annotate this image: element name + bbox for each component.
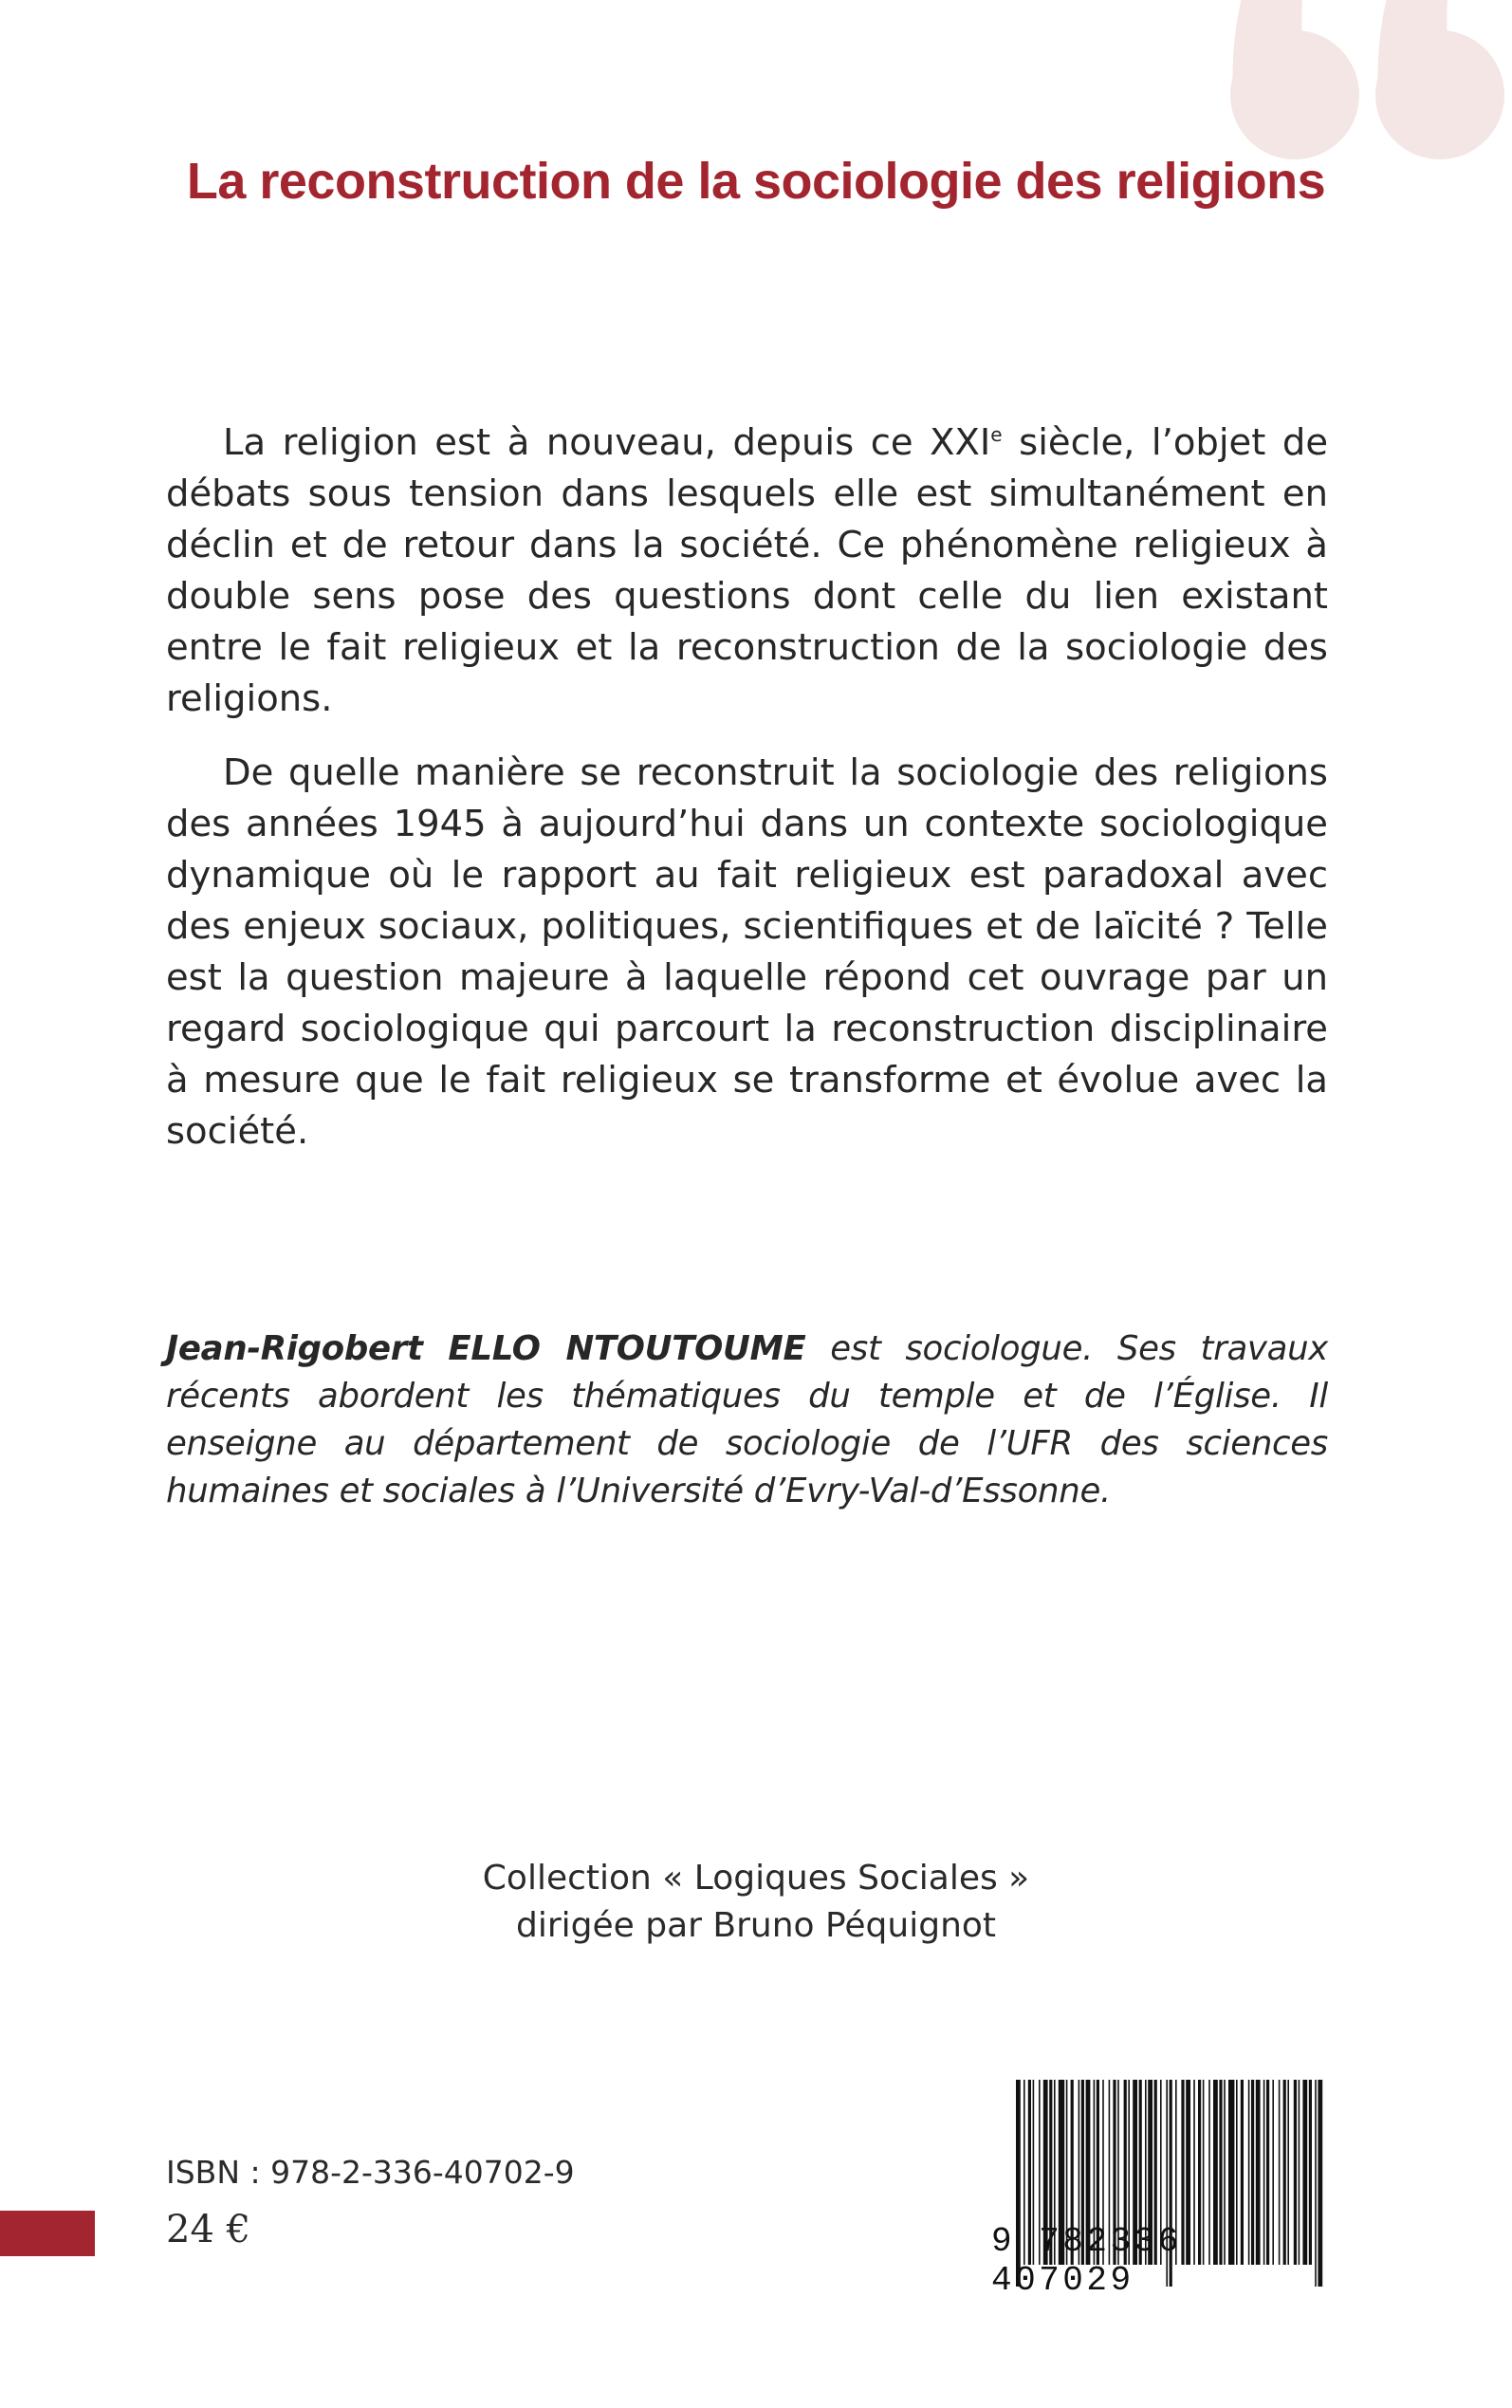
collection-name: Collection « Logiques Sociales » xyxy=(482,1859,1030,1898)
collection-info xyxy=(0,1855,1512,1950)
quote-mark-icon xyxy=(1205,0,1508,171)
author-bio: Jean-Rigobert ELLO NTOUTOUME est sociologue. Ses travaux récents abordent les thématiques du temple et de l’Église. Il enseigne au département de sociologie de l’UFR des sciences humaines et sociales à l’Université d’Evry-Val-d’Essonne. xyxy=(166,1329,1328,1510)
blurb-paragraph-2: De quelle manière se reconstruit la sociologie des religions des années 1945 à aujourd’hui dans un contexte sociologique dynamique où le rapport au fait religieux est paradoxal avec des enjeux sociaux, politiques, scientifiques et de laïcité ? Telle est la question majeure à laquelle répond cet ouvrage par un regard sociologique qui parcourt la reconstruction disciplinaire à mesure que le fait religieux se transforme et évolue avec la société. xyxy=(166,751,1328,1153)
price: 24 € xyxy=(166,2208,251,2251)
book-title: La reconstruction de la sociologie des religions xyxy=(186,153,1326,210)
blurb-paragraph-1: La religion est à nouveau, depuis ce XXIe siècle, l’objet de débats sous tension dans lesquels elle est simultanément en déclin et de retour dans la société. Ce phénomène religieux à double sens pose des questions dont celle du lien existant entre le fait religieux et la reconstruction de la sociologie des religions. xyxy=(166,421,1329,720)
collection-director: dirigée par Bruno Péquignot xyxy=(515,1906,997,1945)
author-name: Jean-Rigobert ELLO NTOUTOUME xyxy=(166,1329,806,1368)
barcode-number: 9 782336 407029 xyxy=(991,2222,1182,2300)
accent-bar xyxy=(0,2211,95,2256)
isbn: ISBN : 978-2-336-40702-9 xyxy=(166,2154,575,2191)
